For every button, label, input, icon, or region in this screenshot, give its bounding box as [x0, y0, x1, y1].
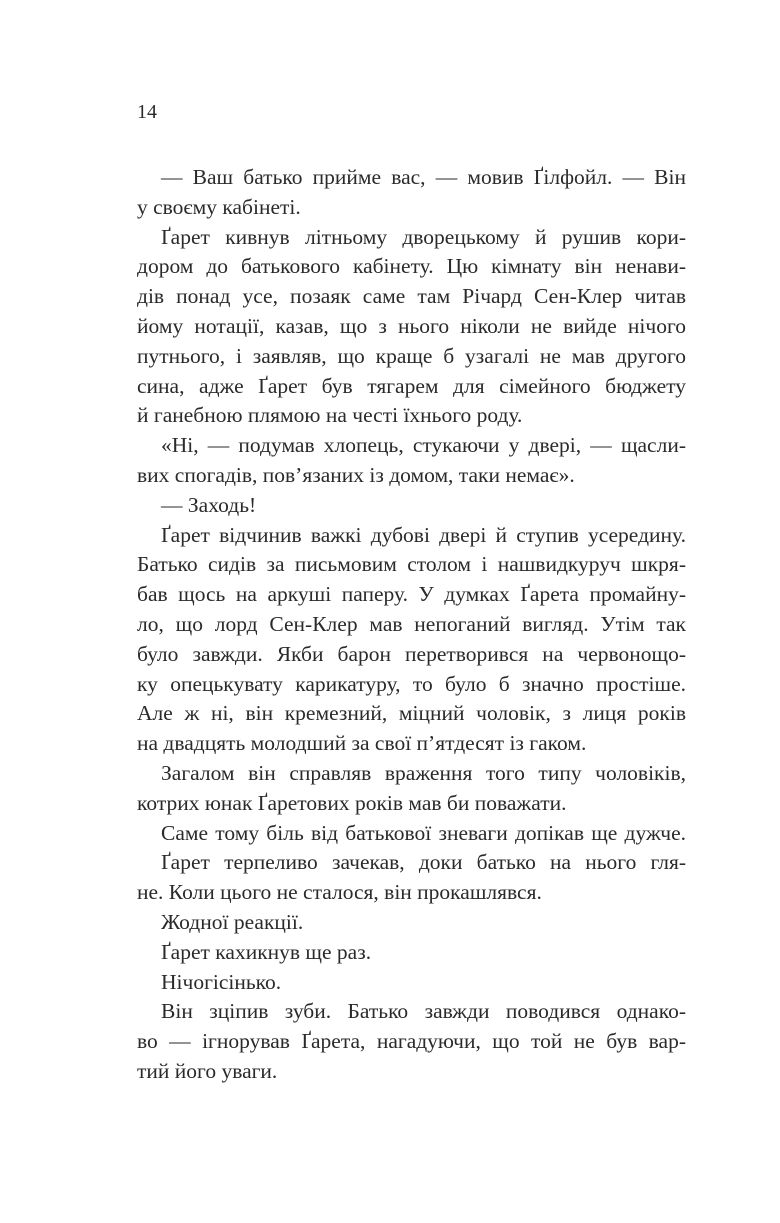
text-line: Саме тому біль від батькової зневаги допікав ще дужче. [161, 820, 686, 845]
text-line: у своєму кабінеті. [137, 194, 301, 219]
text-line: Батько сидів за письмовим столом і нашвидкуруч шкря- [137, 552, 686, 577]
text-line: на двадцять молодший за свої п’ятдесят із гаком. [137, 731, 587, 756]
text-line: Він зціпив зуби. Батько завжди поводився однако- [161, 999, 686, 1024]
text-line: Нічогісінько. [161, 969, 282, 994]
text-line: Ґарет кахикнув ще раз. [161, 939, 372, 964]
text-line: Ґарет кивнув літньому дворецькому й рушив кори- [161, 224, 686, 249]
text-line: дором до батькового кабінету. Цю кімнату він ненави- [137, 254, 686, 279]
text-line: котрих юнак Ґаретових років мав би поважати. [137, 790, 567, 815]
text-line: во — ігнорував Ґарета, нагадуючи, що той не був вар- [137, 1029, 686, 1054]
body-text [137, 163, 686, 1087]
text-line: дів понад усе, позаяк саме там Річард Сен-Клер читав [137, 284, 686, 309]
text-line: йому нотації, казав, що з нього ніколи не вийде нічого [137, 313, 686, 338]
text-line: — Заходь! [161, 492, 257, 517]
text-line: тий його уваги. [137, 1058, 278, 1083]
text-line: ло, що лорд Сен-Клер мав непоганий вигляд. Утім так [137, 611, 686, 636]
text-line: — Ваш батько прийме вас, — мовив Ґілфойл. — Він [161, 165, 686, 189]
text-line: путнього, і заявляв, що краще б узагалі не мав другого [137, 343, 686, 368]
text-line: бав щось на аркуші паперу. У думках Ґарета промайну- [137, 582, 686, 607]
text-line: Ґарет відчинив важкі дубові двері й ступив усередину. [161, 522, 686, 547]
text-line: вих спогадів, пов’язаних із домом, таки немає». [137, 462, 575, 487]
text-line: Загалом він справляв враження того типу чоловіків, [161, 760, 686, 785]
text-line: ку опецькувату карикатуру, то було б значно простіше. [137, 671, 686, 696]
text-line: Жодної реакції. [161, 909, 304, 934]
text-line: Але ж ні, він кремезний, міцний чоловік, з лиця років [137, 701, 686, 726]
text-line: сина, адже Ґарет був тягарем для сімейного бюджету [137, 373, 686, 398]
page-number: 14 [137, 101, 157, 123]
text-line: було завжди. Якби барон перетворився на червонощо- [137, 641, 686, 666]
text-line: «Ні, — подумав хлопець, стукаючи у двері, — щасли- [161, 433, 686, 458]
text-line: й ганебною плямою на честі їхнього роду. [137, 403, 523, 428]
text-line: не. Коли цього не сталося, він прокашлявся. [137, 880, 542, 905]
text-line: Ґарет терпеливо зачекав, доки батько на нього гля- [161, 850, 686, 875]
